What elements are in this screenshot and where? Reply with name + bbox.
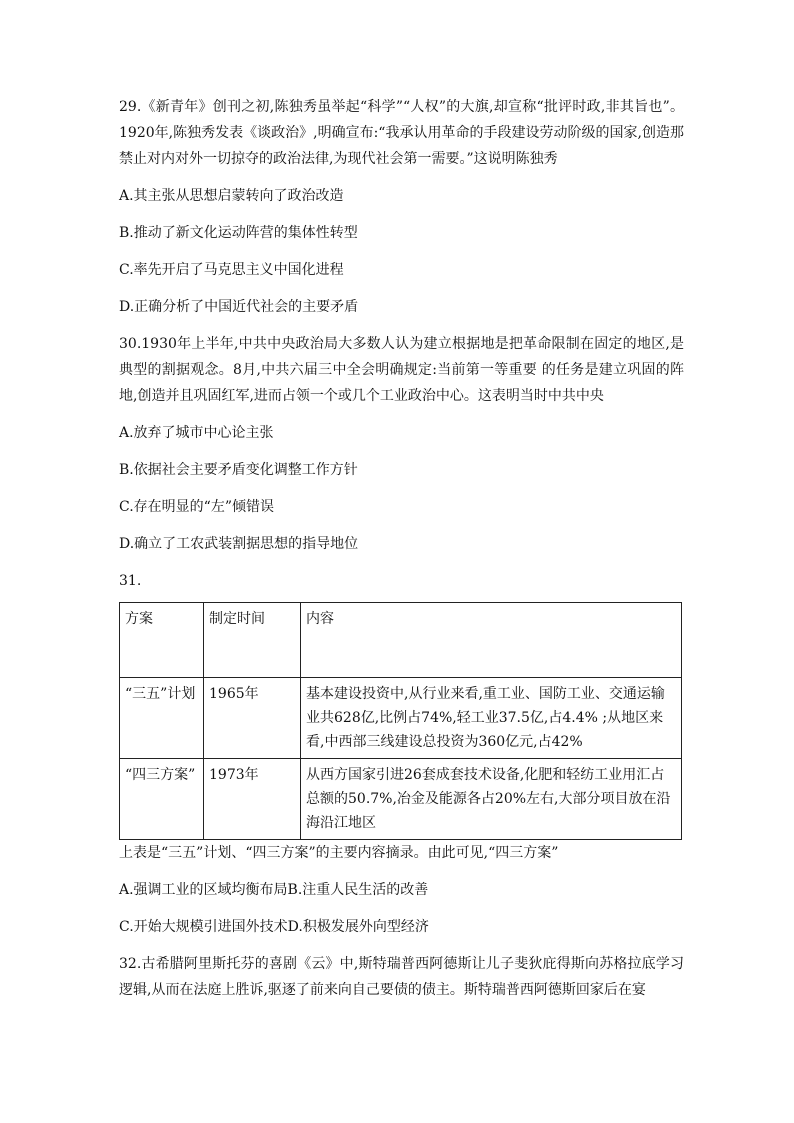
plan-comparison-table — [119, 602, 682, 840]
table-row — [120, 759, 682, 840]
question-29-option-d: D.正确分析了中国近代社会的主要矛盾 — [119, 299, 359, 315]
question-29-option-c: C.率先开启了马克思主义中国化进程 — [119, 262, 344, 278]
table-cell-content: 从西方国家引进26套成套技术设备,化肥和轻纺工业用汇占总额的50.7%,冶金及能源各占20%左右,大部分项目放在沿海沿江地区 — [301, 759, 682, 840]
question-30-option-c: C.存在明显的“左”倾错误 — [119, 499, 274, 515]
table-cell-content: 基本建设投资中,从行业来看,重工业、国防工业、交通运输业共628亿,比例占74%,轻工业37.5亿,占4.4% ;从地区来看,中西部三线建设总投资为360亿元,占42% — [301, 678, 682, 759]
question-31-stem: 上表是“三五”计划、“四三方案”的主要内容摘录。由此可见,“四三方案” — [119, 845, 559, 861]
table-header-plan: 方案 — [120, 603, 204, 678]
table-header-content: 内容 — [301, 603, 682, 678]
table-row — [120, 678, 682, 759]
question-31-options-ab: A.强调工业的区域均衡布局B.注重人民生活的改善 — [119, 882, 429, 898]
exam-page — [119, 94, 684, 1003]
table-cell-plan: “三五”计划 — [120, 678, 204, 759]
question-29-stem: 29.《新青年》创刊之初,陈独秀虽举起“科学”“人权”的大旗,却宣称“批评时政,非其旨也”。1920年,陈独秀发表《谈政治》,明确宣布:“我承认用革命的手段建设劳动阶级的国家,创造那禁止对内对外一切掠夺的政治法律,为现代社会第一需要。”这说明陈独秀 — [119, 99, 684, 167]
question-30-option-d: D.确立了工农武装割据思想的指导地位 — [119, 536, 359, 552]
table-header-row — [120, 603, 682, 678]
question-29-option-b: B.推动了新文化运动阵营的集体性转型 — [119, 225, 358, 241]
question-32-stem: 32.古希腊阿里斯托芬的喜剧《云》中,斯特瑞普西阿德斯让儿子斐狄庇得斯向苏格拉底学习逻辑,从而在法庭上胜诉,驱逐了前来向自己要债的债主。斯特瑞普西阿德斯回家后在宴 — [119, 956, 684, 998]
question-30-stem: 30.1930年上半年,中共中央政治局大多数人认为建立根据地是把革命限制在固定的地区,是典型的割据观念。8月,中共六届三中全会明确规定:当前第一等重要 的任务是建立巩固的阵地,创造并且巩固红军,进而占领一个或几个工业政治中心。这表明当时中共中央 — [119, 336, 684, 404]
question-31-number: 31. — [119, 573, 142, 589]
question-31-options-cd: C.开始大规模引进国外技术D.积极发展外向型经济 — [119, 919, 429, 935]
question-30-option-b: B.依据社会主要矛盾变化调整工作方针 — [119, 462, 358, 478]
table-cell-time: 1965年 — [204, 678, 301, 759]
question-29-option-a: A.其主张从思想启蒙转向了政治改造 — [119, 188, 344, 204]
table-header-time: 制定时间 — [204, 603, 301, 678]
question-30-option-a: A.放弃了城市中心论主张 — [119, 425, 274, 441]
table-cell-time: 1973年 — [204, 759, 301, 840]
table-cell-plan: “四三方案” — [120, 759, 204, 840]
